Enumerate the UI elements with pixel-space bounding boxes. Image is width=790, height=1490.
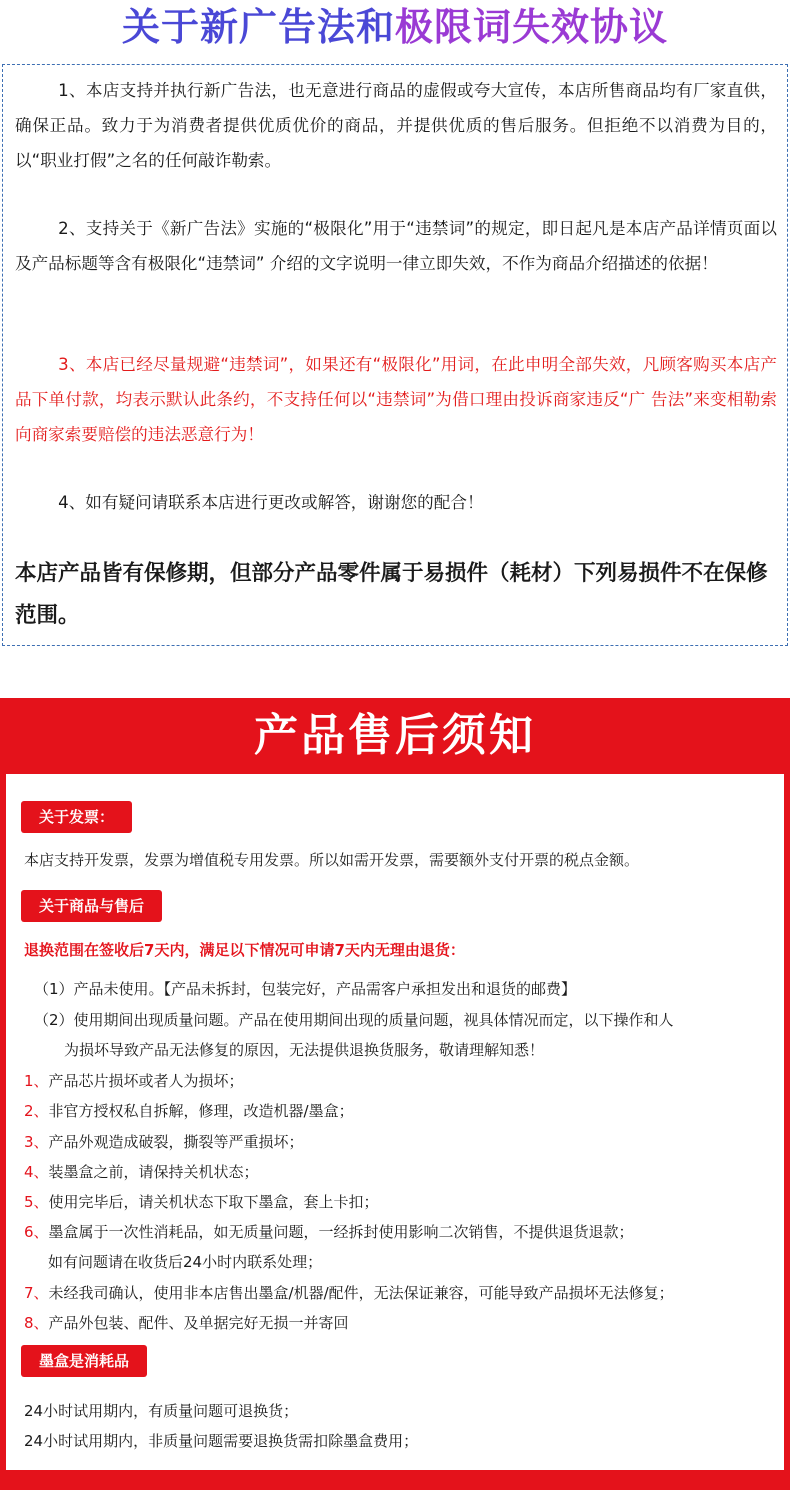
condition-1: （1）产品未使用。【产品未拆封，包装完好，产品需客户承担发出和退货的邮费】 (34, 980, 577, 998)
list-item: 3、产品外观造成破裂，撕裂等严重损坏； (24, 1133, 304, 1151)
policy-paragraph-3: 3、本店已经尽量规避“违禁词”，如果还有“极限化”用词，在此申明全部失效，凡顾客购买本店产品下单付款，均表示默认此条约，不支持任何以“违禁词”为借口理由投诉商家违反“广 告法”来变相勒索向商家索要赔偿的违法恶意行为！ (15, 355, 777, 444)
product-aftersales-badge: 关于商品与售后 (21, 890, 162, 922)
condition-2: （2）使用期间出现质量问题。产品在使用期间出现的质量问题，视具体情况而定，以下操作和人 (34, 1011, 674, 1029)
warranty-note: 本店产品皆有保修期，但部分产品零件属于易损件（耗材）下列易损件不在保修范围。 (15, 561, 768, 628)
list-item-6-cont: 如有问题请在收货后24小时内联系处理； (48, 1253, 323, 1271)
list-item: 7、未经我司确认，使用非本店售出墨盒/机器/配件，无法保证兼容，可能导致产品损坏无法修复； (24, 1284, 674, 1302)
list-item: 2、非官方授权私自拆解，修理，改造机器/墨盒； (24, 1102, 354, 1120)
policy-box (2, 64, 788, 646)
list-item: 1、产品芯片损坏或者人为损坏； (24, 1072, 244, 1090)
trial-line-1: 24小时试用期内，有质量问题可退换货； (24, 1402, 299, 1420)
policy-paragraph-4: 4、如有疑问请联系本店进行更改或解答，谢谢您的配合！ (58, 493, 484, 512)
list-item: 4、装墨盒之前，请保持关机状态； (24, 1163, 259, 1181)
title-part-1: 关于新广告法和 (121, 5, 395, 49)
policy-paragraph-1: 1、本店支持并执行新广告法，也无意进行商品的虚假或夸大宣传，本店所售商品均有厂家直供，确保正品。致力于为消费者提供优质优价的商品，并提供优质的售后服务。但拒绝不以消费为目的，以“职业打假”之名的任何敲诈勒索。 (15, 81, 777, 170)
invoice-text: 本店支持开发票，发票为增值税专用发票。所以如需开发票，需要额外支付开票的税点金额。 (24, 851, 640, 869)
trial-line-2: 24小时试用期内，非质量问题需要退换货需扣除墨盒费用； (24, 1432, 419, 1450)
return-scope: 退换范围在签收后7天内，满足以下情况可申请7天内无理由退货： (24, 941, 465, 959)
policy-paragraph-2: 2、支持关于《新广告法》实施的“极限化”用于“违禁词”的规定，即日起凡是本店产品详情页面以及产品标题等含有极限化“违禁词” 介绍的文字说明一律立即失效，不作为商品介绍描述的依据！ (15, 219, 777, 273)
aftersales-content (6, 774, 784, 1470)
list-item: 6、墨盒属于一次性消耗品，如无质量问题，一经拆封使用影响二次销售，不提供退货退款； (24, 1223, 634, 1241)
aftersales-title: 产品售后须知 (254, 710, 536, 761)
condition-2-cont: 为损坏导致产品无法修复的原因，无法提供退换货服务，敬请理解知悉！ (64, 1041, 545, 1059)
title-part-2: 极限词失效协议 (395, 5, 669, 49)
list-item: 8、产品外包装、配件、及单据完好无损一并寄回 (24, 1314, 349, 1332)
consumable-badge: 墨盒是消耗品 (21, 1345, 147, 1377)
aftersales-section (0, 698, 790, 1490)
invoice-badge: 关于发票： (21, 801, 132, 833)
list-item: 5、使用完毕后，请关机状态下取下墨盒，套上卡扣； (24, 1193, 379, 1211)
page-title (0, 2, 790, 52)
